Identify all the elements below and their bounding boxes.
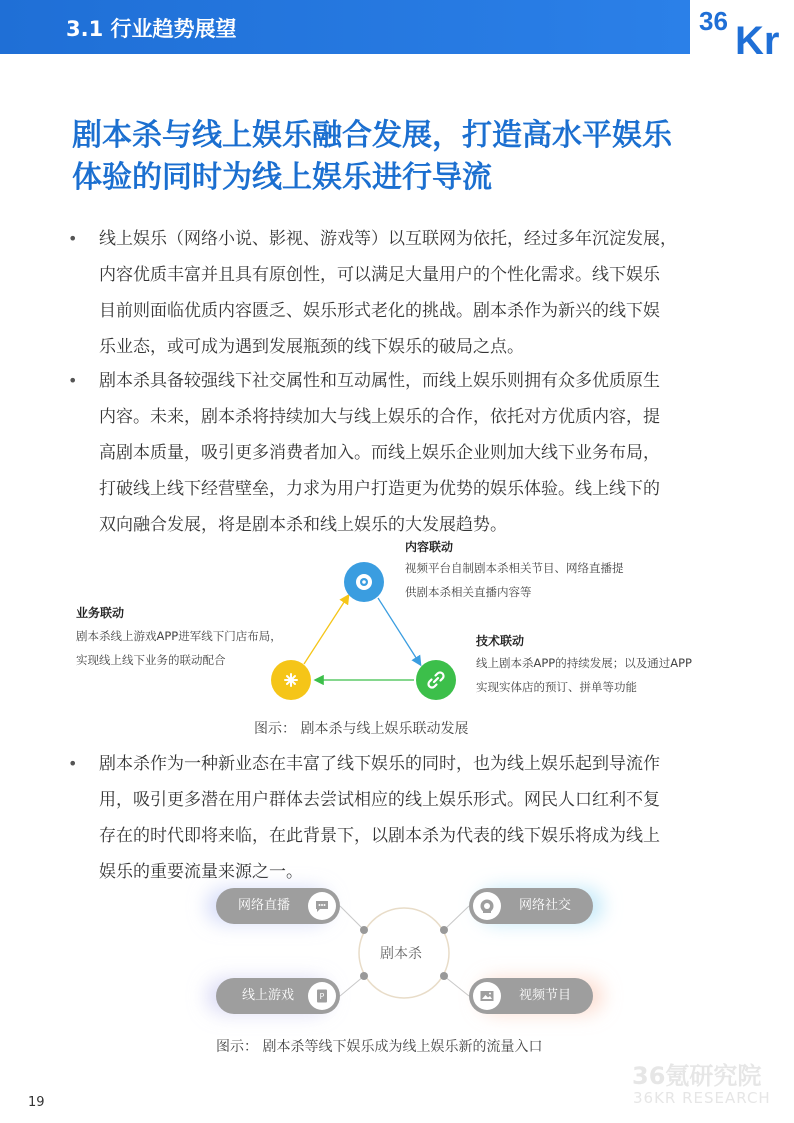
svg-text:36: 36	[699, 6, 728, 36]
node-label: 网络社交	[519, 898, 572, 913]
page-number: 19	[28, 1095, 45, 1110]
text-line: 存在的时代即将来临，在此背景下，以剧本杀为代表的线下娱乐将成为线上	[99, 826, 660, 846]
business-linkage-desc-2: 实现线上线下业务的联动配合	[76, 653, 226, 667]
figure-caption-1: 图示： 剧本杀与线上娱乐联动发展	[254, 721, 469, 737]
text-line: 线上娱乐（网络小说、影视、游戏等）以互联网为依托，经过多年沉淀发展，	[99, 229, 677, 249]
text-line: 目前则面临优质内容匮乏、娱乐形式老化的挑战。剧本杀作为新兴的线下娱	[99, 301, 660, 321]
traffic-node-live	[216, 888, 340, 924]
node-label: 网络直播	[238, 898, 291, 913]
business-linkage-title: 业务联动	[76, 606, 125, 620]
game-card-icon	[308, 982, 336, 1010]
node-label: 线上游戏	[242, 988, 295, 1003]
content-linkage-desc-1: 视频平台自制剧本杀相关节目、网络直播提	[405, 561, 624, 575]
text-line: 剧本杀具备较强线下社交属性和互动属性，而线上娱乐则拥有众多优质原生	[99, 371, 660, 391]
text-line: 内容。未来，剧本杀将持续加大与线上娱乐的合作，依托对方优质内容，提	[99, 407, 660, 427]
center-node-label: 剧本杀	[380, 946, 422, 962]
text-line: 双向融合发展，将是剧本杀和线上娱乐的大发展趋势。	[99, 515, 507, 535]
figure-caption-2: 图示： 剧本杀等线下娱乐成为线上娱乐新的流量入口	[216, 1039, 543, 1055]
tech-linkage-desc-2: 实现实体店的预订、拼单等功能	[476, 680, 637, 694]
text-line: 打破线上线下经营壁垒，力求为用户打造更为优势的娱乐体验。线上线下的	[99, 479, 660, 499]
business-linkage-desc-1: 剧本杀线上游戏APP进军线下门店布局，	[76, 629, 282, 643]
main-title-line-1: 剧本杀与线上娱乐融合发展，打造高水平娱乐	[72, 118, 672, 153]
main-title-line-2: 体验的同时为线上娱乐进行导流	[72, 160, 492, 195]
text-line: 高剧本质量，吸引更多消费者加入。而线上娱乐企业则加大线下业务布局，	[99, 443, 660, 463]
svg-text:P: P	[319, 992, 325, 1001]
social-icon	[473, 892, 501, 920]
text-line: 乐业态，或可成为遇到发展瓶颈的线下娱乐的破局之点。	[99, 337, 524, 357]
section-title: 3.1 行业趋势展望	[66, 17, 237, 41]
tech-linkage-desc-1: 线上剧本杀APP的持续发展；以及通过APP	[476, 656, 692, 670]
image-icon	[473, 982, 501, 1010]
traffic-node-video	[469, 978, 593, 1014]
chat-bubble-icon	[308, 892, 336, 920]
text-line: 用，吸引更多潜在用户群体去尝试相应的线上娱乐形式。网民人口红利不复	[99, 790, 660, 810]
content-linkage-title: 内容联动	[405, 540, 454, 554]
bullet-dot: •	[68, 754, 78, 773]
text-line: 娱乐的重要流量来源之一。	[99, 862, 303, 882]
text-line: 内容优质丰富并且具有原创性，可以满足大量用户的个性化需求。线下娱乐	[99, 265, 660, 285]
watermark-en: 36KR RESEARCH	[633, 1089, 771, 1107]
svg-text:Kr: Kr	[735, 19, 780, 54]
node-label: 视频节目	[519, 988, 572, 1003]
bullet-dot: •	[68, 229, 78, 248]
content-linkage-desc-2: 供剧本杀相关直播内容等	[405, 585, 532, 599]
traffic-node-social	[469, 888, 593, 924]
bullet-dot: •	[68, 371, 78, 390]
tech-linkage-title: 技术联动	[476, 634, 525, 648]
traffic-node-game	[216, 978, 340, 1014]
text-line: 剧本杀作为一种新业态在丰富了线下娱乐的同时，也为线上娱乐起到导流作	[99, 754, 660, 774]
watermark-cn: 36氪研究院	[632, 1062, 762, 1090]
